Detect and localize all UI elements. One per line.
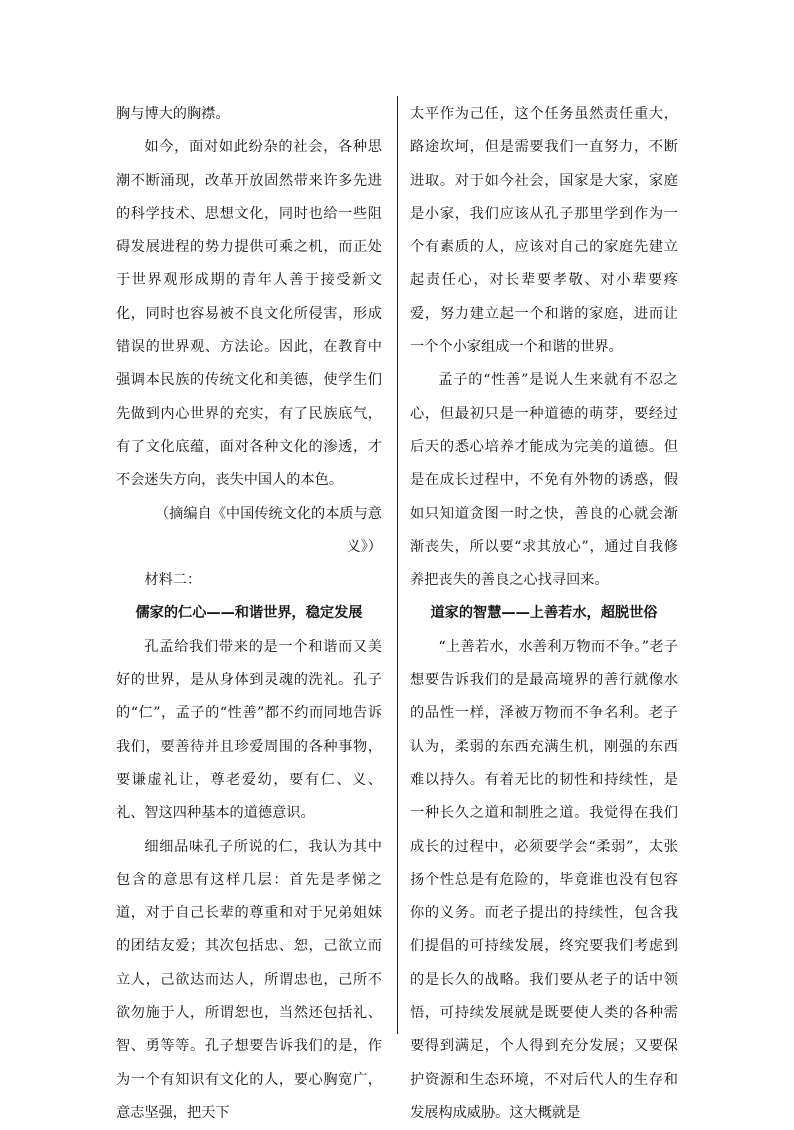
right-column (410, 98, 678, 1130)
material-label: 材料二： (144, 572, 202, 589)
paragraph-mencius-goodness: 孟子的“性善”是说人生来就有不忍之心，但最初只是一种道德的萌芽，要经过后天的悉心培养才能成为完美的道德。但是在成长过程中，不免有外物的诱惑，假如只知道贪图一时之快，善良的心就会渐渐丧失，所以要“求其放心”，通过自我修养把丧失的善良之心找寻回来。 (410, 372, 678, 589)
paragraph-modern-society: 如今，面对如此纷杂的社会，各种思潮不断涌现，改革开放固然带来许多先进的科学技术、思想文化，同时也给一些阻碍发展进程的势力提供可乘之机，而正处于世界观形成期的青年人善于接受新文化，同时也容易被不良文化所侵害，形成错误的世界观、方法论。因此，在教育中强调本民族的传统文化和美德，使学生们先做到内心世界的充实，有了民族底气，有了文化底蕴，面对各种文化的渗透，才不会迷失方向，丧失中国人的本色。 (116, 139, 382, 489)
source-citation: （摘编自《中国传统文化的本质与意义》） (154, 505, 382, 555)
paragraph-laozi-water: “上善若水，水善利万物而不争。”老子想要告诉我们的是最高境界的善行就像水的品性一样，泽被万物而不争名利。老子认为，柔弱的东西充满生机，刚强的东西难以持久。有着无比的韧性和持续性，是一种长久之道和制胜之道。我觉得在我们成长的过程中，必须要学会“柔弱”，太张扬个性总是有危险的，毕竟谁也没有包容你的义务。而老子提出的持续性，包含我们提倡的可持续发展，终究要我们考虑到的是长久的战略。我们要从老子的话中领悟，可持续发展就是既要使人类的各种需要得到满足，个人得到充分发展；又要保护资源和生态环境，不对后代人的生存和发展构成威胁。这大概就是 (410, 638, 678, 1121)
paragraph-continued-right: 太平作为己任，这个任务虽然责任重大，路途坎坷，但是需要我们一直努力，不断进取。对于如今社会，国家是大家，家庭是小家，我们应该从孔子那里学到作为一个有素质的人，应该对自己的家庭先建立起责任心，对长辈要孝敬、对小辈要疼爱，努力建立起一个和谐的家庭，进而让一个个小家组成一个和谐的世界。 (410, 106, 678, 356)
column-divider (397, 96, 398, 1034)
section-heading-taoist: 道家的智慧——上善若水，超脱世俗 (430, 605, 658, 622)
paragraph-confucius-mencius: 孔孟给我们带来的是一个和谐而又美好的世界，是从身体到灵魂的洗礼。孔子的“仁”，孟子的“性善”都不约而同地告诉我们，要善待并且珍爱周围的各种事物，要谦虚礼让，尊老爱幼，要有仁、义、礼、智这四种基本的道德意识。 (116, 638, 382, 822)
paragraph-ren-meaning: 细细品味孔子所说的仁，我认为其中包含的意思有这样几层：首先是孝悌之道，对于自己长辈的尊重和对于兄弟姐妹的团结友爱；其次包括忠、恕，己欲立而立人，己欲达而达人，所谓忠也，己所不欲勿施于人，所谓恕也，当然还包括礼、智、勇等等。孔子想要告诉我们的是，作为一个有知识有文化的人，要心胸宽广，意志坚强，把天下 (116, 838, 382, 1121)
left-column (116, 98, 382, 1130)
paragraph-continued: 胸与博大的胸襟。 (116, 106, 230, 122)
section-heading-confucian: 儒家的仁心——和谐世界，稳定发展 (135, 605, 363, 622)
